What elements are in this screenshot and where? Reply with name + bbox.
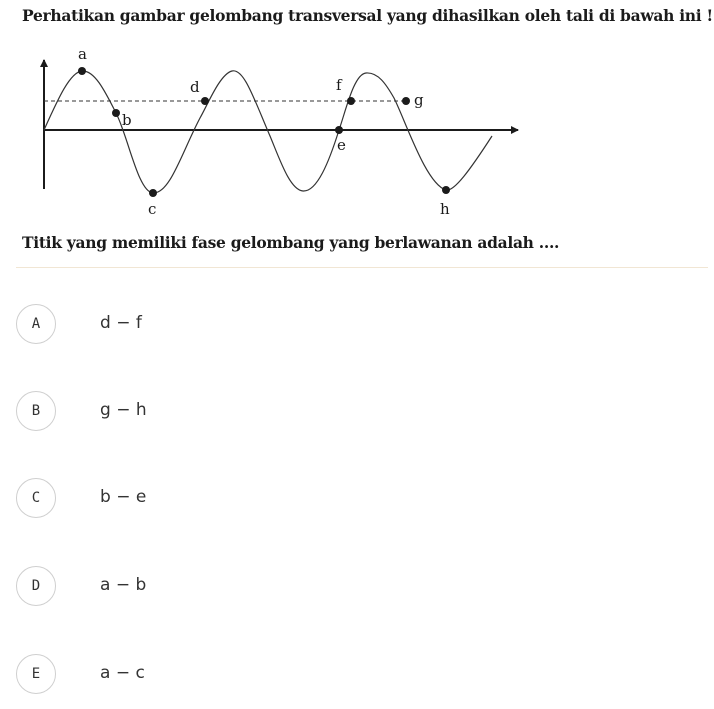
option-text[interactable]: g − h bbox=[100, 400, 147, 420]
option-letter-badge[interactable]: D bbox=[16, 566, 56, 606]
option-e[interactable] bbox=[14, 654, 694, 702]
option-letter-badge[interactable]: E bbox=[16, 654, 56, 694]
label-f: f bbox=[336, 76, 342, 94]
option-text[interactable]: a − b bbox=[100, 575, 147, 595]
option-b[interactable] bbox=[14, 391, 694, 439]
label-a: a bbox=[78, 45, 87, 63]
label-d: d bbox=[190, 78, 200, 96]
label-b: b bbox=[122, 111, 132, 129]
label-c: c bbox=[148, 200, 157, 218]
question-text: Perhatikan gambar gelombang transversal yang dihasilkan oleh tali di bawah ini ! bbox=[22, 6, 713, 25]
label-h: h bbox=[440, 200, 450, 218]
question-prompt: Titik yang memiliki fase gelombang yang berlawanan adalah .... bbox=[22, 233, 560, 252]
option-letter-badge[interactable]: A bbox=[16, 304, 56, 344]
option-d[interactable] bbox=[14, 566, 694, 614]
option-a[interactable] bbox=[14, 304, 694, 352]
option-letter-badge[interactable]: C bbox=[16, 478, 56, 518]
option-c[interactable] bbox=[14, 478, 694, 526]
label-g: g bbox=[414, 91, 424, 109]
label-e: e bbox=[337, 136, 346, 154]
option-text[interactable]: a − c bbox=[100, 663, 145, 683]
option-text[interactable]: d − f bbox=[100, 313, 142, 333]
option-letter-badge[interactable]: B bbox=[16, 391, 56, 431]
option-text[interactable]: b − e bbox=[100, 487, 147, 507]
